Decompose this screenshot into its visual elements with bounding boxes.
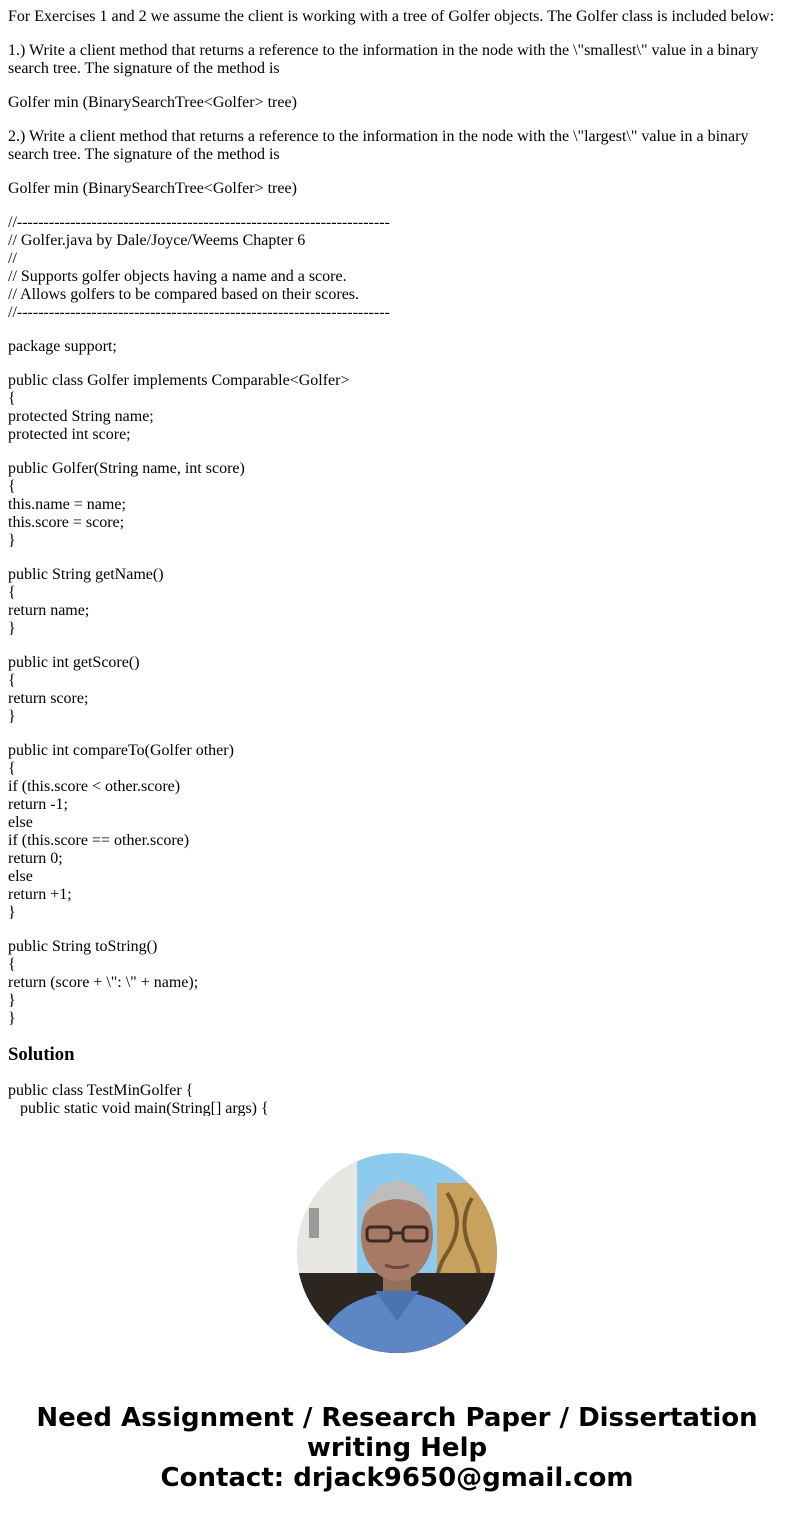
- golfer-class-code: [8, 214, 786, 1028]
- code-line: return (score + \": \" + name);: [8, 974, 199, 991]
- code-line: else: [8, 814, 33, 831]
- author-avatar: [297, 1153, 497, 1353]
- code-line: package support;: [8, 338, 117, 355]
- code-line: return 0;: [8, 850, 63, 867]
- exercise-2-text: 2.) Write a client method that returns a reference to the information in the node with the \"largest\" value in a binary search tree. The signature of the method is: [8, 128, 749, 163]
- code-line: }: [8, 904, 16, 921]
- code-block: [8, 214, 786, 322]
- code-line: //: [8, 250, 17, 267]
- code-line: protected String name;: [8, 408, 154, 425]
- code-line: public String toString(): [8, 938, 158, 955]
- code-line: return name;: [8, 602, 90, 619]
- code-block: [8, 372, 786, 444]
- code-block: [8, 566, 786, 638]
- code-line: public String getName(): [8, 566, 164, 583]
- code-line: // Supports golfer objects having a name and a score.: [8, 268, 347, 285]
- code-line: public int compareTo(Golfer other): [8, 742, 234, 759]
- code-line: this.score = score;: [8, 514, 125, 531]
- code-block: [8, 742, 786, 922]
- code-line: {: [8, 956, 16, 973]
- code-line: {: [8, 584, 16, 601]
- code-line: return -1;: [8, 796, 68, 813]
- solution-code: [8, 1082, 786, 1116]
- code-line: {: [8, 390, 16, 407]
- exercise-1-signature: Golfer min (BinarySearchTree<Golfer> tree): [8, 94, 297, 111]
- exercise-1-text: 1.) Write a client method that returns a reference to the information in the node with the \"smallest\" value in a binary search tree. The signature of the method is: [8, 42, 759, 77]
- code-line: public int getScore(): [8, 654, 140, 671]
- code-line: public class Golfer implements Comparable<Golfer>: [8, 372, 350, 389]
- contact-banner: [0, 1403, 794, 1493]
- code-line: //----------------------------------------------------------------------: [8, 304, 390, 321]
- exercise-2-signature: Golfer min (BinarySearchTree<Golfer> tree): [8, 180, 297, 197]
- code-line: public Golfer(String name, int score): [8, 460, 245, 477]
- code-line: // Golfer.java by Dale/Joyce/Weems Chapter 6: [8, 232, 306, 249]
- code-line: if (this.score < other.score): [8, 778, 181, 795]
- code-line: }: [8, 992, 16, 1009]
- code-block: [8, 654, 786, 726]
- document-body: [8, 8, 786, 1116]
- contact-email: Contact: drjack9650@gmail.com: [160, 1463, 634, 1493]
- code-line: else: [8, 868, 33, 885]
- code-line: if (this.score == other.score): [8, 832, 190, 849]
- code-line: {: [8, 672, 16, 689]
- code-block: [8, 460, 786, 550]
- code-line: //----------------------------------------------------------------------: [8, 214, 390, 231]
- solution-heading: Solution: [8, 1044, 75, 1065]
- code-line: {: [8, 760, 16, 777]
- author-photo: [297, 1153, 497, 1353]
- banner-line-2: writing Help: [306, 1433, 488, 1463]
- code-line: // Allows golfers to be compared based on their scores.: [8, 286, 360, 303]
- code-line: }: [8, 532, 16, 549]
- code-line: {: [8, 478, 16, 495]
- banner-line-1: Need Assignment / Research Paper / Dissertation: [36, 1403, 758, 1433]
- code-block: [8, 938, 786, 1028]
- code-line: }: [8, 708, 16, 725]
- code-line: this.name = name;: [8, 496, 126, 513]
- code-line: }: [8, 620, 16, 637]
- solution-code-line: public class TestMinGolfer {: [8, 1082, 194, 1099]
- intro-paragraph: For Exercises 1 and 2 we assume the client is working with a tree of Golfer objects. The Golfer class is included below:: [8, 8, 775, 25]
- code-line: }: [8, 1010, 16, 1027]
- code-block: [8, 338, 786, 356]
- solution-code-line: public static void main(String[] args) {: [8, 1100, 269, 1116]
- code-line: protected int score;: [8, 426, 131, 443]
- code-line: return score;: [8, 690, 89, 707]
- code-line: return +1;: [8, 886, 72, 903]
